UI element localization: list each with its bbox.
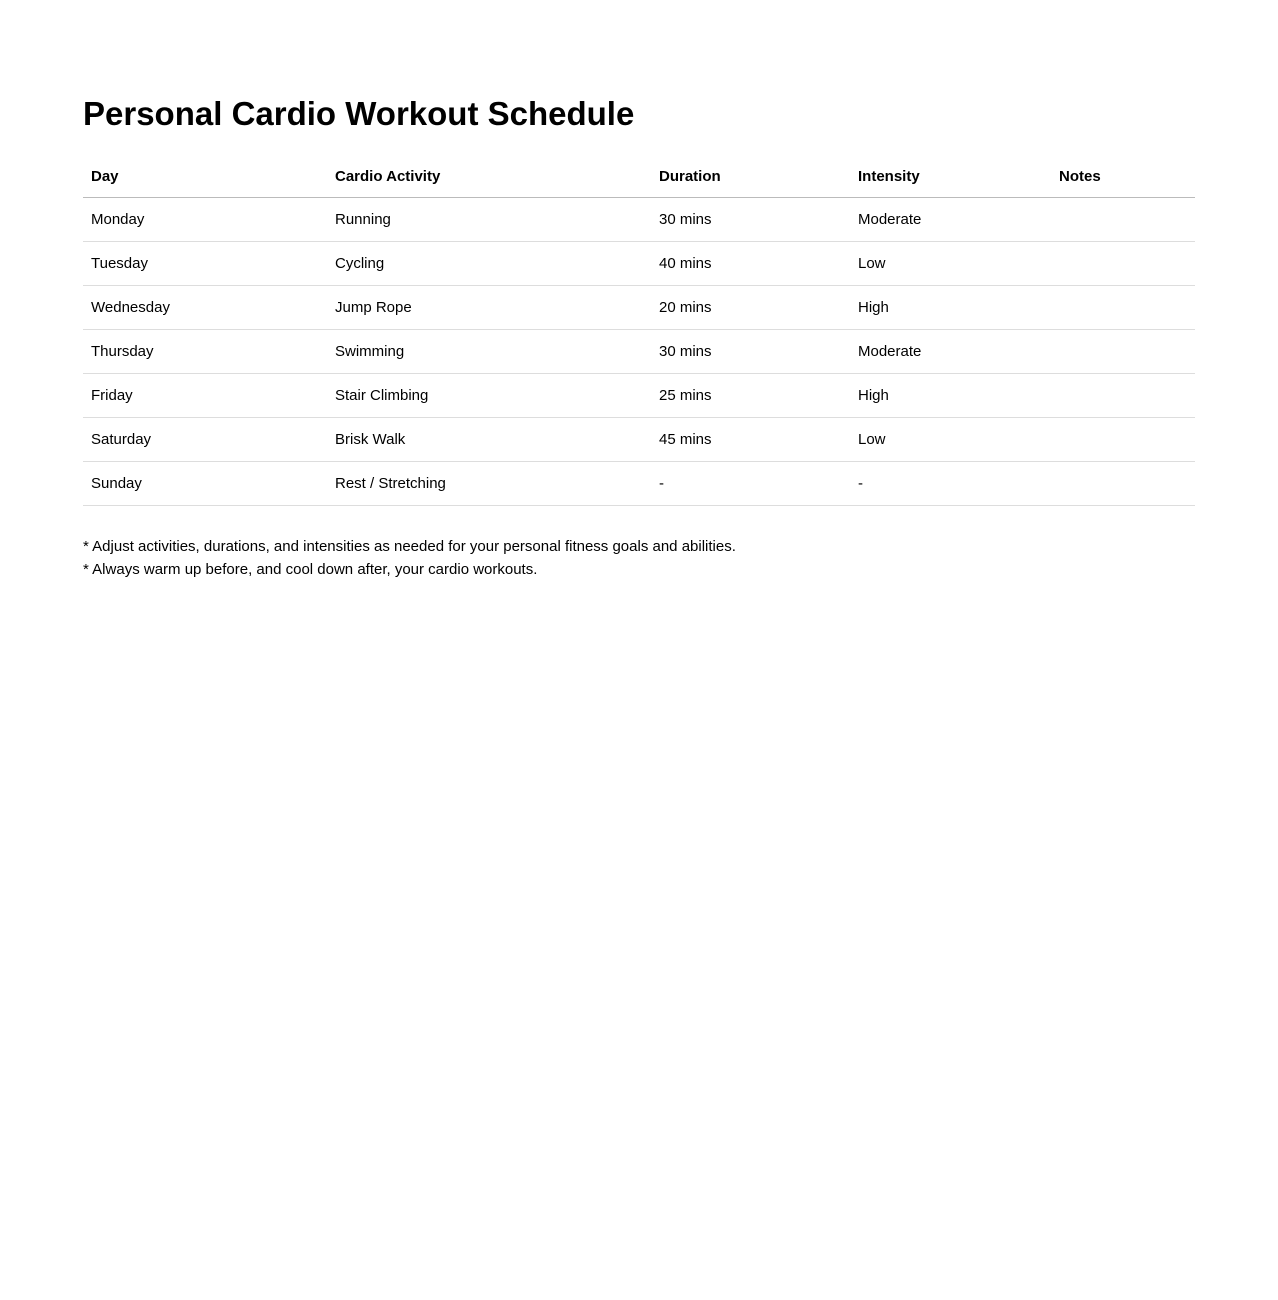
table-row bbox=[83, 418, 1195, 462]
activity-cell: Swimming bbox=[327, 330, 651, 374]
table-row bbox=[83, 462, 1195, 506]
notes-cell bbox=[1051, 242, 1195, 286]
duration-cell: 30 mins bbox=[651, 198, 850, 242]
day-cell: Wednesday bbox=[83, 286, 327, 330]
day-cell: Saturday bbox=[83, 418, 327, 462]
day-cell: Thursday bbox=[83, 330, 327, 374]
duration-cell: 30 mins bbox=[651, 330, 850, 374]
notes-cell bbox=[1051, 374, 1195, 418]
table-row bbox=[83, 286, 1195, 330]
activity-cell: Stair Climbing bbox=[327, 374, 651, 418]
day-cell: Friday bbox=[83, 374, 327, 418]
content-area bbox=[83, 0, 1195, 581]
table-row bbox=[83, 330, 1195, 374]
activity-cell: Cycling bbox=[327, 242, 651, 286]
column-header-notes: Notes bbox=[1051, 157, 1195, 198]
column-header-duration: Duration bbox=[651, 157, 850, 198]
table-row bbox=[83, 374, 1195, 418]
duration-cell: 20 mins bbox=[651, 286, 850, 330]
table-row bbox=[83, 242, 1195, 286]
footnotes bbox=[83, 535, 1195, 581]
activity-cell: Running bbox=[327, 198, 651, 242]
intensity-cell: High bbox=[850, 286, 1051, 330]
intensity-cell: Low bbox=[850, 242, 1051, 286]
workout-schedule-table bbox=[83, 157, 1195, 506]
table-row bbox=[83, 198, 1195, 242]
day-cell: Tuesday bbox=[83, 242, 327, 286]
intensity-cell: High bbox=[850, 374, 1051, 418]
column-header-day: Day bbox=[83, 157, 327, 198]
notes-cell bbox=[1051, 330, 1195, 374]
footnote-line: * Adjust activities, durations, and intensities as needed for your personal fitness goals and abilities. bbox=[83, 538, 736, 555]
intensity-cell: - bbox=[850, 462, 1051, 506]
footnote-line: * Always warm up before, and cool down after, your cardio workouts. bbox=[83, 561, 538, 578]
intensity-cell: Moderate bbox=[850, 198, 1051, 242]
duration-cell: 45 mins bbox=[651, 418, 850, 462]
column-header-intensity: Intensity bbox=[850, 157, 1051, 198]
day-cell: Monday bbox=[83, 198, 327, 242]
column-header-activity: Cardio Activity bbox=[327, 157, 651, 198]
notes-cell bbox=[1051, 198, 1195, 242]
duration-cell: 40 mins bbox=[651, 242, 850, 286]
table-header-row bbox=[83, 157, 1195, 198]
duration-cell: - bbox=[651, 462, 850, 506]
intensity-cell: Moderate bbox=[850, 330, 1051, 374]
duration-cell: 25 mins bbox=[651, 374, 850, 418]
notes-cell bbox=[1051, 418, 1195, 462]
intensity-cell: Low bbox=[850, 418, 1051, 462]
page-title: Personal Cardio Workout Schedule bbox=[83, 95, 635, 132]
day-cell: Sunday bbox=[83, 462, 327, 506]
notes-cell bbox=[1051, 286, 1195, 330]
activity-cell: Jump Rope bbox=[327, 286, 651, 330]
activity-cell: Brisk Walk bbox=[327, 418, 651, 462]
notes-cell bbox=[1051, 462, 1195, 506]
activity-cell: Rest / Stretching bbox=[327, 462, 651, 506]
